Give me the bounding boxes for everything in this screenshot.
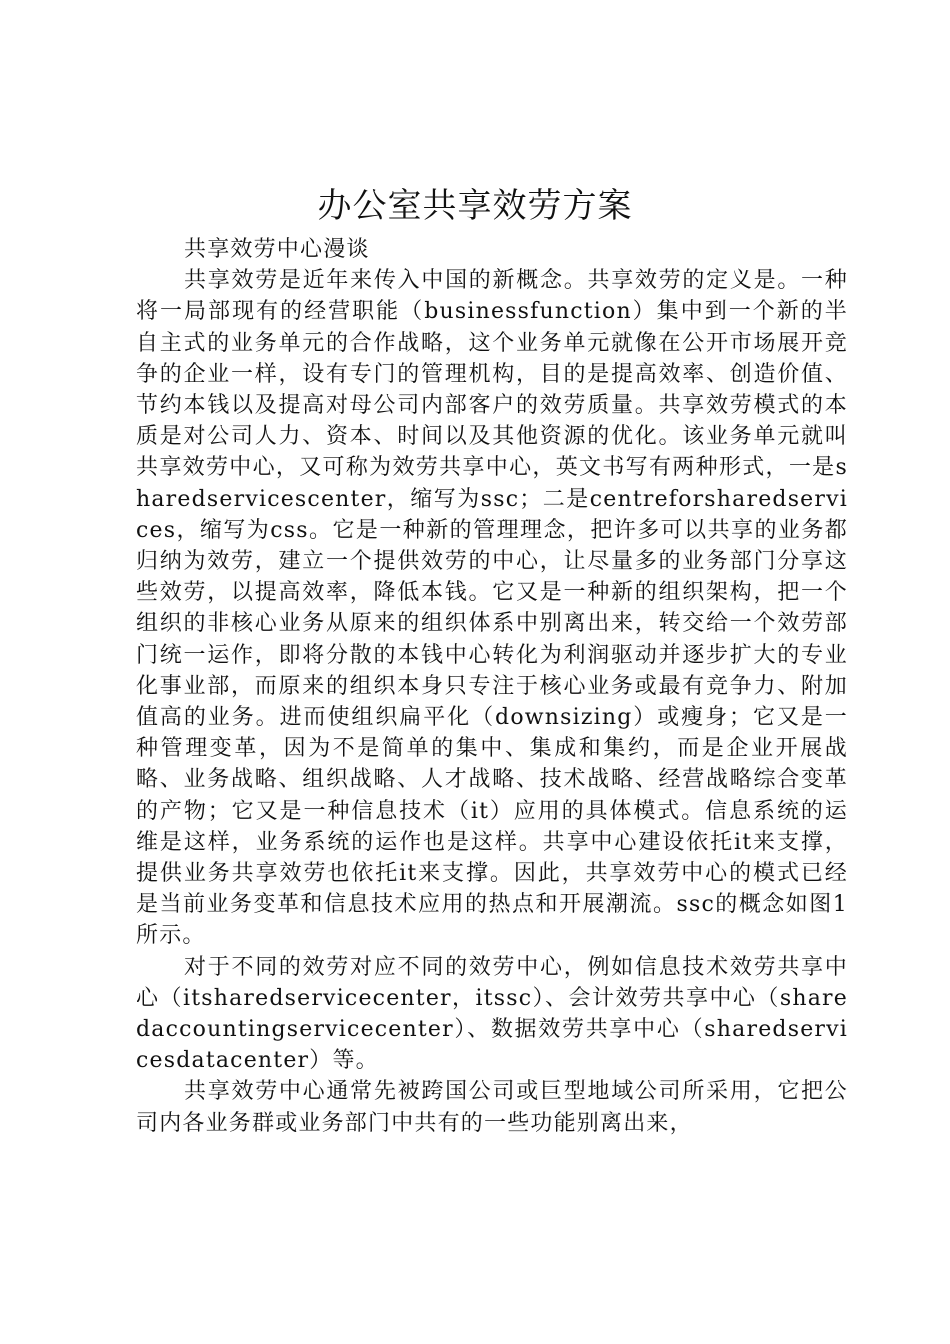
paragraph: 共享效劳中心通常先被跨国公司或巨型地域公司所采用，它把公司内各业务群或业务部门中共有的一些功能别离出来， (136, 1079, 848, 1136)
paragraph-heading: 共享效劳中心漫谈 (184, 237, 370, 262)
paragraph: 对于不同的效劳对应不同的效劳中心，例如信息技术效劳共享中心（itsharedservicecenter，itssc）、会计效劳共享中心（sharedaccountingservicecenter）、数据效劳共享中心（sharedservicesdatacenter）等。 (136, 954, 848, 1074)
document-body (136, 234, 848, 1139)
paragraph: 共享效劳是近年来传入中国的新概念。共享效劳的定义是。一种将一局部现有的经营职能（businessfunction）集中到一个新的半自主式的业务单元的合作战略，这个业务单元就像在公开市场展开竞争的企业一样，设有专门的管理机构，目的是提高效率、创造价值、节约本钱以及提高对母公司内部客户的效劳质量。共享效劳模式的本质是对公司人力、资本、时间以及其他资源的优化。该业务单元就叫共享效劳中心，又可称为效劳共享中心，英文书写有两种形式，一是sharedservicescenter，缩写为ssc；二是centreforsharedservices，缩写为css。它是一种新的管理理念，把许多可以共享的业务都归纳为效劳，建立一个提供效劳的中心，让尽量多的业务部门分享这些效劳，以提高效率，降低本钱。它又是一种新的组织架构，把一个组织的非核心业务从原来的组织体系中别离出来，转交给一个效劳部门统一运作，即将分散的本钱中心转化为利润驱动并逐步扩大的专业化事业部，而原来的组织本身只专注于核心业务或最有竞争力、附加值高的业务。进而使组织扁平化（downsizing）或瘦身；它又是一种管理变革，因为不是简单的集中、集成和集约，而是企业开展战略、业务战略、组织战略、人才战略、技术战略、经营战略综合变革的产物；它又是一种信息技术（it）应用的具体模式。信息系统的运维是这样，业务系统的运作也是这样。共享中心建设依托it来支撑，提供业务共享效劳也依托it来支撑。因此，共享效劳中心的模式已经是当前业务变革和信息技术应用的热点和开展潮流。ssc的概念如图1所示。 (136, 268, 848, 949)
document-title: 办公室共享效劳方案 (317, 186, 633, 226)
